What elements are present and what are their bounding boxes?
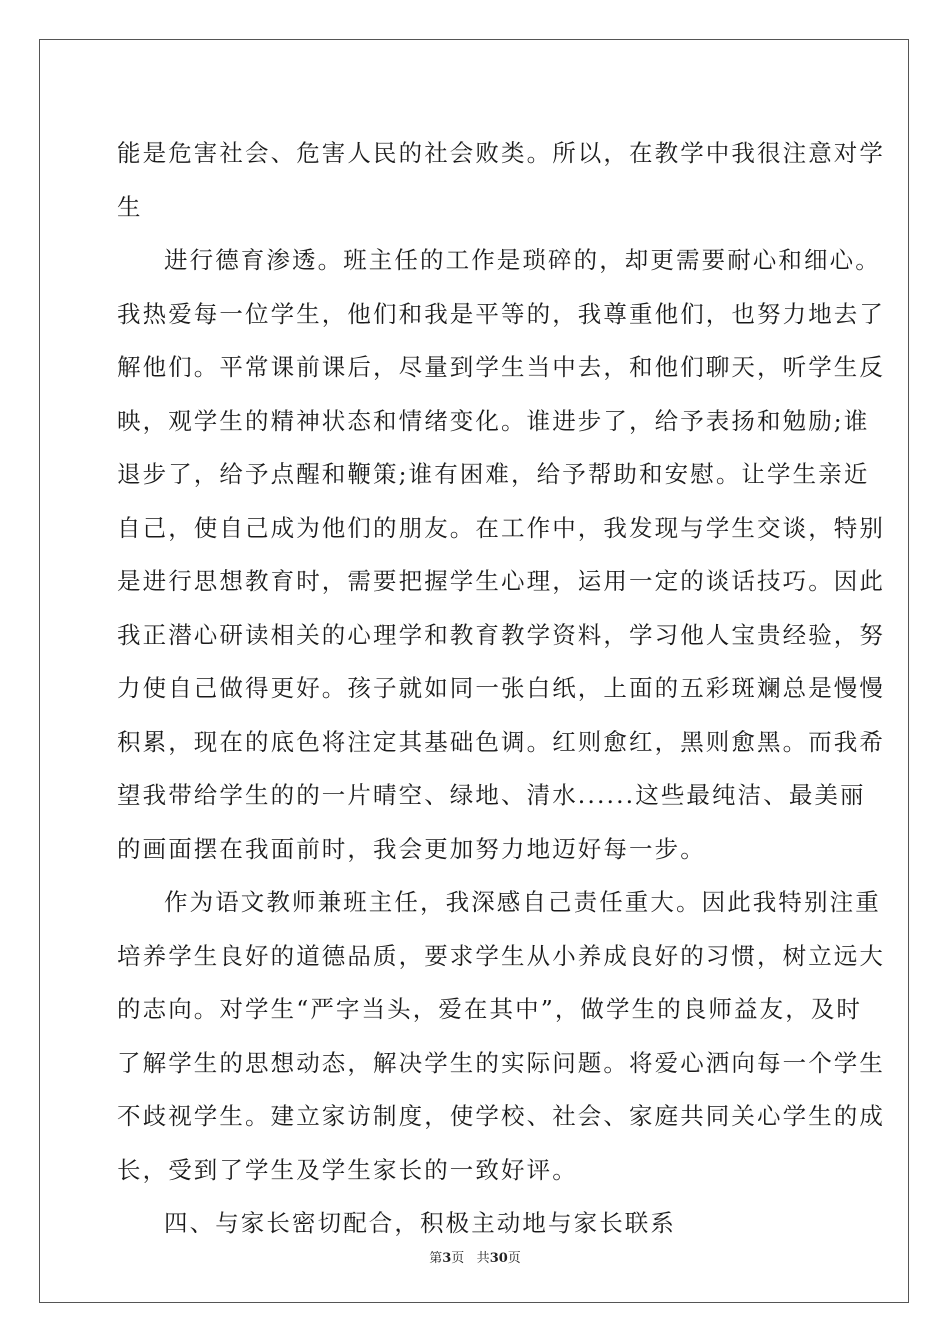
text-line: 的志向。对学生“严字当头，爱在其中”，做学生的良师益友，及时 xyxy=(117,995,863,1023)
text-line: 望我带给学生的的一片晴空、绿地、清水......这些最纯洁、最美丽 xyxy=(117,781,866,809)
text-line: 退步了，给予点醒和鞭策;谁有困难，给予帮助和安慰。让学生亲近 xyxy=(117,460,870,488)
footer-page-suffix: 页 xyxy=(451,1251,465,1266)
text-line: 我热爱每一位学生，他们和我是平等的，我尊重他们，也努力地去了 xyxy=(117,299,885,328)
text-line: 自己，使自己成为他们的朋友。在工作中，我发现与学生交谈，特别 xyxy=(117,513,885,542)
document-body xyxy=(117,127,885,1251)
text-line: 映，观学生的精神状态和情绪变化。谁进步了，给予表扬和勉励;谁 xyxy=(117,406,870,435)
footer-total-suffix: 页 xyxy=(507,1251,521,1266)
text-line: 我正潜心研读相关的心理学和教育教学资料，学习他人宝贵经验，努 xyxy=(117,620,885,649)
text-line: 生 xyxy=(117,192,143,221)
text-line: 培养学生良好的道德品质，要求学生从小养成良好的习惯，树立远大 xyxy=(117,941,885,970)
text-line: 的画面摆在我面前时，我会更加努力地迈好每一步。 xyxy=(117,834,706,863)
text-line: 了解学生的思想动态，解决学生的实际问题。将爱心洒向每一个学生 xyxy=(117,1048,885,1077)
text-line: 是进行思想教育时，需要把握学生心理，运用一定的谈话技巧。因此 xyxy=(117,567,885,595)
text-line: 不歧视学生。建立家访制度，使学校、社会、家庭共同关心学生的成 xyxy=(117,1102,885,1130)
current-page-number: 3 xyxy=(442,1251,452,1266)
paragraph-start-line: 进行德育渗透。班主任的工作是琐碎的，却更需要耐心和细心。 xyxy=(164,246,881,274)
total-page-count: 30 xyxy=(489,1251,508,1266)
footer-prefix: 第 xyxy=(429,1251,443,1266)
text-line: 长，受到了学生及学生家长的一致好评。 xyxy=(117,1155,578,1184)
text-line: 积累，现在的底色将注定其基础色调。红则愈红，黑则愈黑。而我希 xyxy=(117,727,885,756)
section-heading: 四、与家长密切配合，积极主动地与家长联系 xyxy=(164,1209,676,1237)
paragraph-start-line: 作为语文教师兼班主任，我深感自己责任重大。因此我特别注重 xyxy=(164,888,881,916)
footer-total-prefix: 共 xyxy=(476,1251,490,1266)
text-line: 力使自己做得更好。孩子就如同一张白纸，上面的五彩斑斓总是慢慢 xyxy=(117,674,885,702)
text-line: 能是危害社会、危害人民的社会败类。所以，在教学中我很注意对学 xyxy=(117,139,885,167)
text-line: 解他们。平常课前课后，尽量到学生当中去，和他们聊天，听学生反 xyxy=(117,353,885,381)
page-footer xyxy=(0,1247,950,1266)
